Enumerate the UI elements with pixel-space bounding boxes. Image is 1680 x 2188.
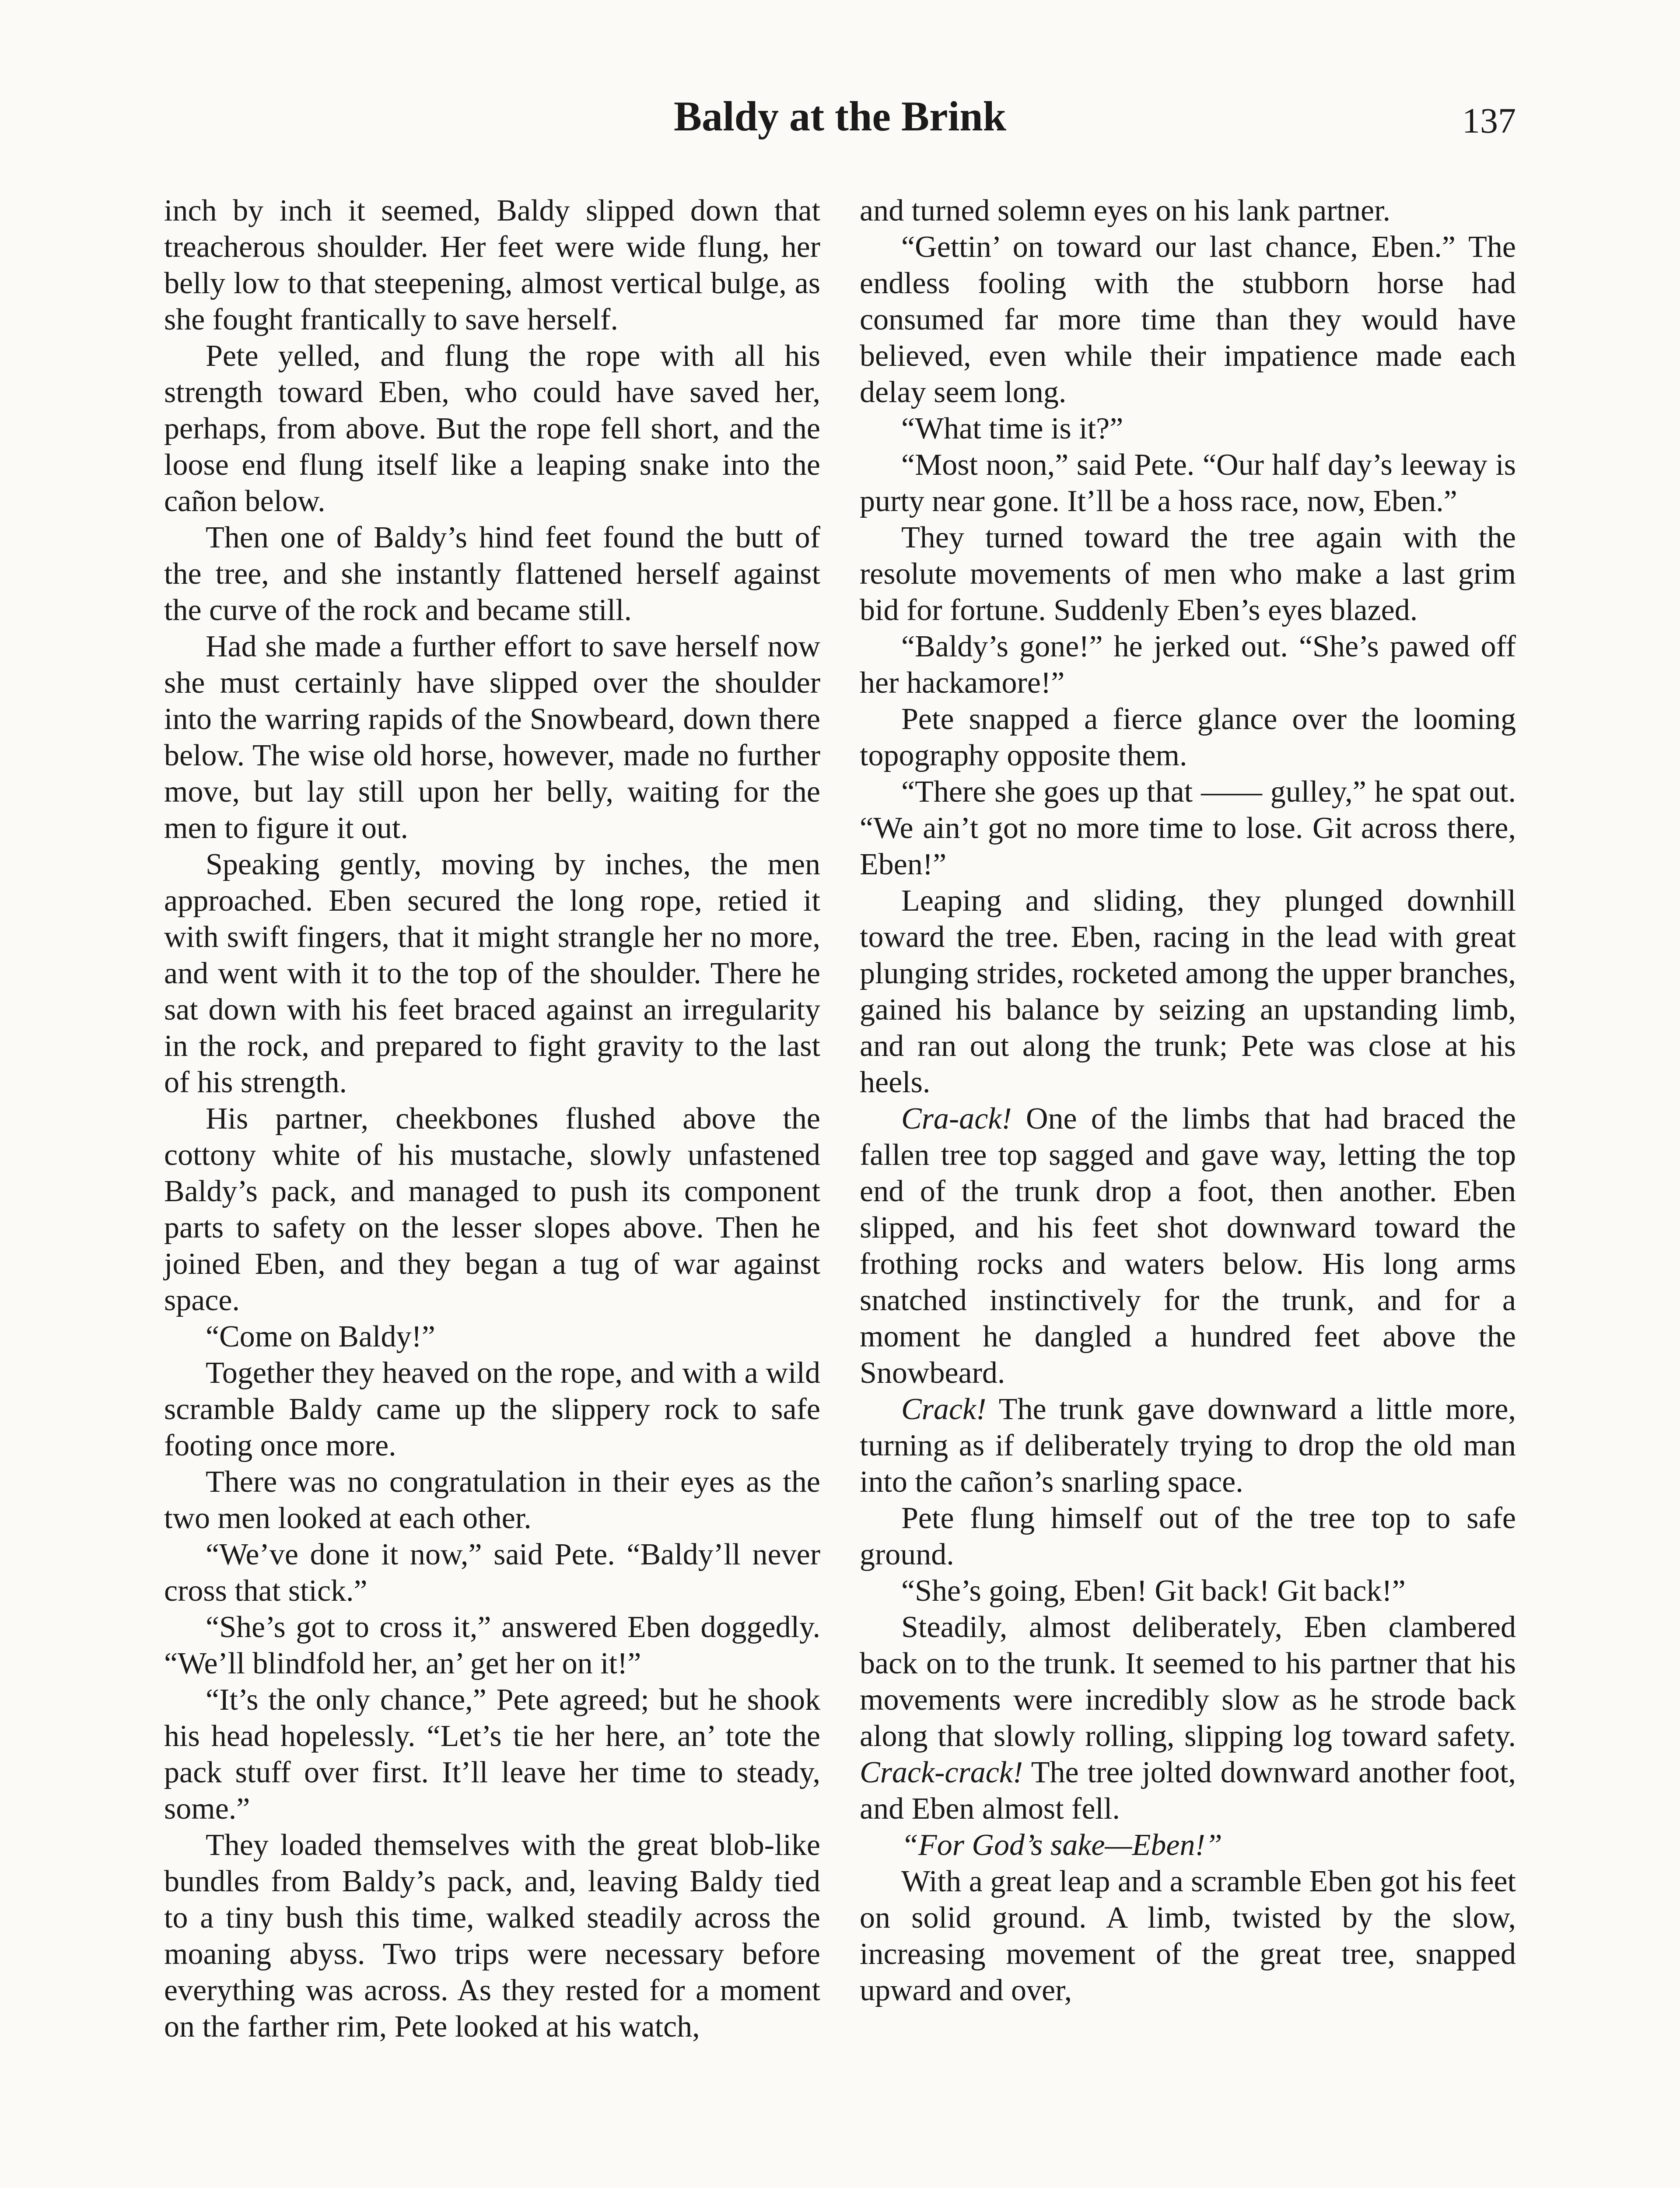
paragraph: “It’s the only chance,” Pete agreed; but he shook his head hopelessly. “Let’s tie her here, an’ tote the pack stuff over first. It’ll leave her time to steady, some.” (164, 1683, 820, 1826)
paragraph-text: One of the limbs that had braced the fallen tree top sagged and gave way, letting the top end of the trunk drop a foot, then another. Eben slipped, and his feet shot downward toward the frothing rocks and waters below. His long arms snatched instinctively for the trunk, and for a moment he dangled a hundred feet above the Snowbeard. (860, 1102, 1516, 1390)
paragraph-text: Steadily, almost deliberately, Eben clambered back on to the trunk. It seemed to his partner that his movements were incredibly slow as he strode back along that slowly rolling, slipping log toward safety. (860, 1610, 1516, 1753)
paragraph-text: The tree jolted downward another foot, and Eben almost fell. (860, 1756, 1516, 1826)
paragraph: and turned solemn eyes on his lank partner. (860, 194, 1391, 228)
paragraph: Leaping and sliding, they plunged downhill toward the tree. Eben, racing in the lead with great plunging strides, rocketed among the upper branches, gained his balance by seizing an upstanding limb, and ran out along the trunk; Pete was close at his heels. (860, 884, 1516, 1099)
page-number: 137 (1462, 101, 1516, 140)
shout-text: “For God’s sake—Eben!” (901, 1828, 1222, 1862)
paragraph: “Most noon,” said Pete. “Our half day’s leeway is purty near gone. It’ll be a hoss race, now, Eben.” (860, 448, 1516, 518)
sound-effect: Crack! (901, 1392, 987, 1426)
sound-effect: Cra-ack! (901, 1102, 1012, 1136)
paragraph (860, 1101, 1516, 1391)
paragraph: inch by inch it seemed, Baldy slipped down that treacherous shoulder. Her feet were wide flung, her belly low to that steepening, almost vertical bulge, as she fought frantically to save herself. (164, 194, 820, 337)
paragraph: “There she goes up that —— gulley,” he spat out. “We ain’t got no more time to lose. Git across there, Eben!” (860, 775, 1516, 881)
paragraph: Had she made a further effort to save herself now she must certainly have slipped over the shoulder into the warring rapids of the Snowbeard, down there below. The wise old horse, however, made no further move, but lay still upon her belly, waiting for the men to figure it out. (164, 630, 820, 845)
right-column (860, 193, 1516, 2009)
paragraph: Then one of Baldy’s hind feet found the butt of the tree, and she instantly flattened herself against the curve of the rock and became still. (164, 521, 820, 627)
paragraph-text: The trunk gave downward a little more, turning as if deliberately trying to drop the old man into the cañon’s snarling space. (860, 1392, 1516, 1499)
paragraph: Together they heaved on the rope, and with a wild scramble Baldy came up the slippery rock to safe footing once more. (164, 1356, 820, 1462)
paragraph: “What time is it?” (901, 412, 1124, 445)
paragraph: “Baldy’s gone!” he jerked out. “She’s pawed off her hackamore!” (860, 630, 1516, 700)
paragraph: “She’s going, Eben! Git back! Git back!” (901, 1574, 1406, 1608)
paragraph: With a great leap and a scramble Eben got his feet on solid ground. A limb, twisted by the slow, increasing movement of the great tree, snapped upward and over, (860, 1865, 1516, 2007)
paragraph (860, 1827, 1516, 1863)
left-column (164, 193, 820, 2045)
paragraph: There was no congratulation in their eyes as the two men looked at each other. (164, 1465, 820, 1535)
paragraph: Pete yelled, and flung the rope with all his strength toward Eben, who could have saved her, perhaps, from above. But the rope fell short, and the loose end flung itself like a leaping snake into the cañon below. (164, 339, 820, 518)
paragraph (860, 1391, 1516, 1500)
paragraph: They loaded themselves with the great blob-like bundles from Baldy’s pack, and, leaving Baldy tied to a tiny bush this time, walked steadily across the moaning abyss. Two trips were necessary before everything was across. As they rested for a moment on the farther rim, Pete looked at his watch, (164, 1828, 820, 2044)
sound-effect: Crack-crack! (860, 1756, 1023, 1789)
paragraph: “She’s got to cross it,” answered Eben doggedly. “We’ll blindfold her, an’ get her on it!” (164, 1610, 820, 1680)
paragraph: Pete snapped a fierce glance over the looming topography opposite them. (860, 702, 1516, 772)
paragraph: Speaking gently, moving by inches, the men approached. Eben secured the long rope, retied it with swift fingers, that it might strangle her no more, and went with it to the top of the shoulder. There he sat down with his feet braced against an irregularity in the rock, and prepared to fight gravity to the last of his strength. (164, 848, 820, 1099)
paragraph: His partner, cheekbones flushed above the cottony white of his mustache, slowly unfastened Baldy’s pack, and managed to push its component parts to safety on the lesser slopes above. Then he joined Eben, and they began a tug of war against space. (164, 1102, 820, 1317)
paragraph (860, 1609, 1516, 1827)
paragraph: They turned toward the tree again with the resolute movements of men who make a last grim bid for fortune. Suddenly Eben’s eyes blazed. (860, 521, 1516, 627)
paragraph: “Come on Baldy!” (206, 1320, 435, 1353)
paragraph: “We’ve done it now,” said Pete. “Baldy’ll never cross that stick.” (164, 1538, 820, 1608)
paragraph: “Gettin’ on toward our last chance, Eben.” The endless fooling with the stubborn horse had consumed far more time than they would have believed, even while their impatience made each delay seem long. (860, 230, 1516, 409)
running-head-title: Baldy at the Brink (673, 93, 1007, 140)
paragraph: Pete flung himself out of the tree top to safe ground. (860, 1501, 1516, 1571)
